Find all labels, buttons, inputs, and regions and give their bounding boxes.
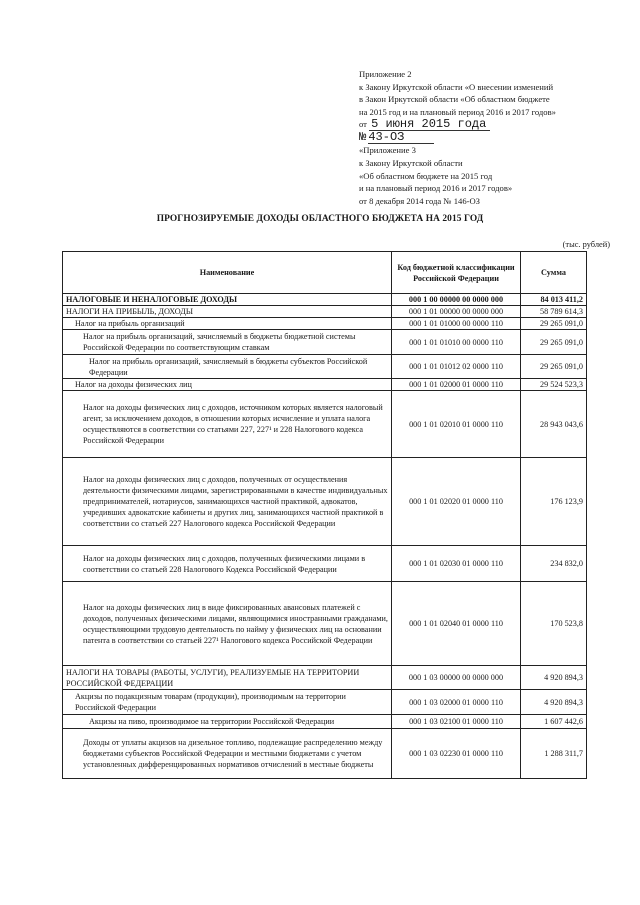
row-name: НАЛОГОВЫЕ И НЕНАЛОГОВЫЕ ДОХОДЫ <box>63 294 392 306</box>
table-row <box>63 391 587 458</box>
row-sum: 234 832,0 <box>521 546 587 582</box>
date-prefix: от <box>359 119 367 130</box>
header-line: к Закону Иркутской области <box>359 157 463 168</box>
number-prefix: № <box>359 130 367 145</box>
handwritten-date: 5 июня 2015 года <box>369 118 490 131</box>
header-line: в Закон Иркутской области «Об областном бюджете <box>359 94 550 105</box>
row-sum: 29 265 091,0 <box>521 330 587 355</box>
row-code: 000 1 01 01000 00 0000 110 <box>392 318 521 330</box>
row-name: Налог на доходы физических лиц <box>63 379 392 391</box>
row-code: 000 1 03 02000 01 0000 110 <box>392 690 521 715</box>
row-code: 000 1 01 01012 02 0000 110 <box>392 355 521 379</box>
row-code: 000 1 00 00000 00 0000 000 <box>392 294 521 306</box>
header-line: и на плановый период 2016 и 2017 годов» <box>359 183 513 194</box>
table-row <box>63 318 587 330</box>
table-row <box>63 330 587 355</box>
appendix-header <box>359 68 634 207</box>
table-row <box>63 379 587 391</box>
header-line: Приложение 2 <box>359 69 412 79</box>
header-line: «Приложение 3 <box>359 145 416 156</box>
row-sum: 4 920 894,3 <box>521 690 587 715</box>
table-row <box>63 306 587 318</box>
row-code: 000 1 03 00000 00 0000 000 <box>392 666 521 690</box>
row-sum: 28 943 043,6 <box>521 391 587 458</box>
row-sum: 176 123,9 <box>521 458 587 546</box>
row-code: 000 1 03 02230 01 0000 110 <box>392 729 521 779</box>
table-row <box>63 729 587 779</box>
row-name: Налог на прибыль организаций <box>63 318 392 330</box>
row-name: Налог на прибыль организаций, зачисляемый в бюджеты субъектов Российской Федерации <box>63 355 392 379</box>
row-sum: 29 265 091,0 <box>521 355 587 379</box>
table-row <box>63 458 587 546</box>
row-name: НАЛОГИ НА ТОВАРЫ (РАБОТЫ, УСЛУГИ), РЕАЛИЗУЕМЫЕ НА ТЕРРИТОРИИ РОССИЙСКОЙ ФЕДЕРАЦИИ <box>63 666 392 690</box>
row-code: 000 1 01 02020 01 0000 110 <box>392 458 521 546</box>
table-row <box>63 546 587 582</box>
row-code: 000 1 03 02100 01 0000 110 <box>392 715 521 729</box>
table-row <box>63 582 587 666</box>
table-row <box>63 294 587 306</box>
row-sum: 29 524 523,3 <box>521 379 587 391</box>
row-name: Налог на доходы физических лиц с доходов, полученных от осуществления деятельности физическими лицами, зарегистрированными в качестве индивидуальных предпринимателей, нотариусов, занимающихся частной практикой, адвокатов, учредивших адвокатские кабинеты и других лиц, занимающихся частной практикой в соответствии со статьей 227 Налогового кодекса Российской Федерации <box>63 458 392 546</box>
column-header-sum: Сумма <box>521 252 587 294</box>
header-number-line <box>359 131 634 144</box>
row-name: Акцизы по подакцизным товарам (продукции), производимым на территории Российской Федерации <box>63 690 392 715</box>
revenue-table <box>62 251 587 779</box>
header-line: «Об областном бюджете на 2015 год <box>359 170 493 181</box>
row-code: 000 1 01 02000 01 0000 110 <box>392 379 521 391</box>
table-row <box>63 355 587 379</box>
column-header-code: Код бюджетной классификации Российской Федерации <box>392 252 521 294</box>
header-line: к Закону Иркутской области «О внесении изменений <box>359 81 554 92</box>
row-name: НАЛОГИ НА ПРИБЫЛЬ, ДОХОДЫ <box>63 306 392 318</box>
column-header-name: Наименование <box>63 252 392 294</box>
row-code: 000 1 01 02040 01 0000 110 <box>392 582 521 666</box>
table-row <box>63 690 587 715</box>
document-title: ПРОГНОЗИРУЕМЫЕ ДОХОДЫ ОБЛАСТНОГО БЮДЖЕТА НА 2015 ГОД <box>156 214 484 224</box>
row-sum: 170 523,8 <box>521 582 587 666</box>
row-code: 000 1 01 00000 00 0000 000 <box>392 306 521 318</box>
row-code: 000 1 01 02010 01 0000 110 <box>392 391 521 458</box>
header-line: от 8 декабря 2014 года № 146-ОЗ <box>359 195 480 206</box>
row-code: 000 1 01 02030 01 0000 110 <box>392 546 521 582</box>
units-label: (тыс. рублей) <box>562 240 610 249</box>
row-name: Налог на доходы физических лиц с доходов, источником которых является налоговый агент, за исключением доходов, в отношении которых исчисление и уплата налога осуществляются в соответствии со статьями 227, 227¹ и 228 Налогового кодекса Российской Федерации <box>63 391 392 458</box>
row-name: Налог на доходы физических лиц в виде фиксированных авансовых платежей с доходов, полученных физическими лицами, являющимися иностранными гражданами, осуществляющими трудовую деятельность по найму у физических лиц на основании патента в соответствии со статьей 227¹ Налогового кодекса Российской Федерации <box>63 582 392 666</box>
row-name: Налог на прибыль организаций, зачисляемый в бюджеты бюджетной системы Российской Федерации по соответствующим ставкам <box>63 330 392 355</box>
row-name: Доходы от уплаты акцизов на дизельное топливо, подлежащие распределению между бюджетами субъектов Российской Федерации и местными бюджетами с учетом установленных дифференцированных нормативов отчислений в местные бюджеты <box>63 729 392 779</box>
row-name: Налог на доходы физических лиц с доходов, полученных физическими лицами в соответствии со статьей 228 Налогового Кодекса Российской Федерации <box>63 546 392 582</box>
row-sum: 58 789 614,3 <box>521 306 587 318</box>
row-sum: 1 607 442,6 <box>521 715 587 729</box>
handwritten-number: 43-ОЗ <box>368 131 434 144</box>
row-name: Акцизы на пиво, производимое на территории Российской Федерации <box>63 715 392 729</box>
table-header-row <box>63 252 587 294</box>
row-sum: 84 013 411,2 <box>521 294 587 306</box>
table-row <box>63 666 587 690</box>
table-row <box>63 715 587 729</box>
row-code: 000 1 01 01010 00 0000 110 <box>392 330 521 355</box>
row-sum: 29 265 091,0 <box>521 318 587 330</box>
header-line: на 2015 год и на плановый период 2016 и 2017 годов» <box>359 106 556 117</box>
row-sum: 4 920 894,3 <box>521 666 587 690</box>
row-sum: 1 288 311,7 <box>521 729 587 779</box>
